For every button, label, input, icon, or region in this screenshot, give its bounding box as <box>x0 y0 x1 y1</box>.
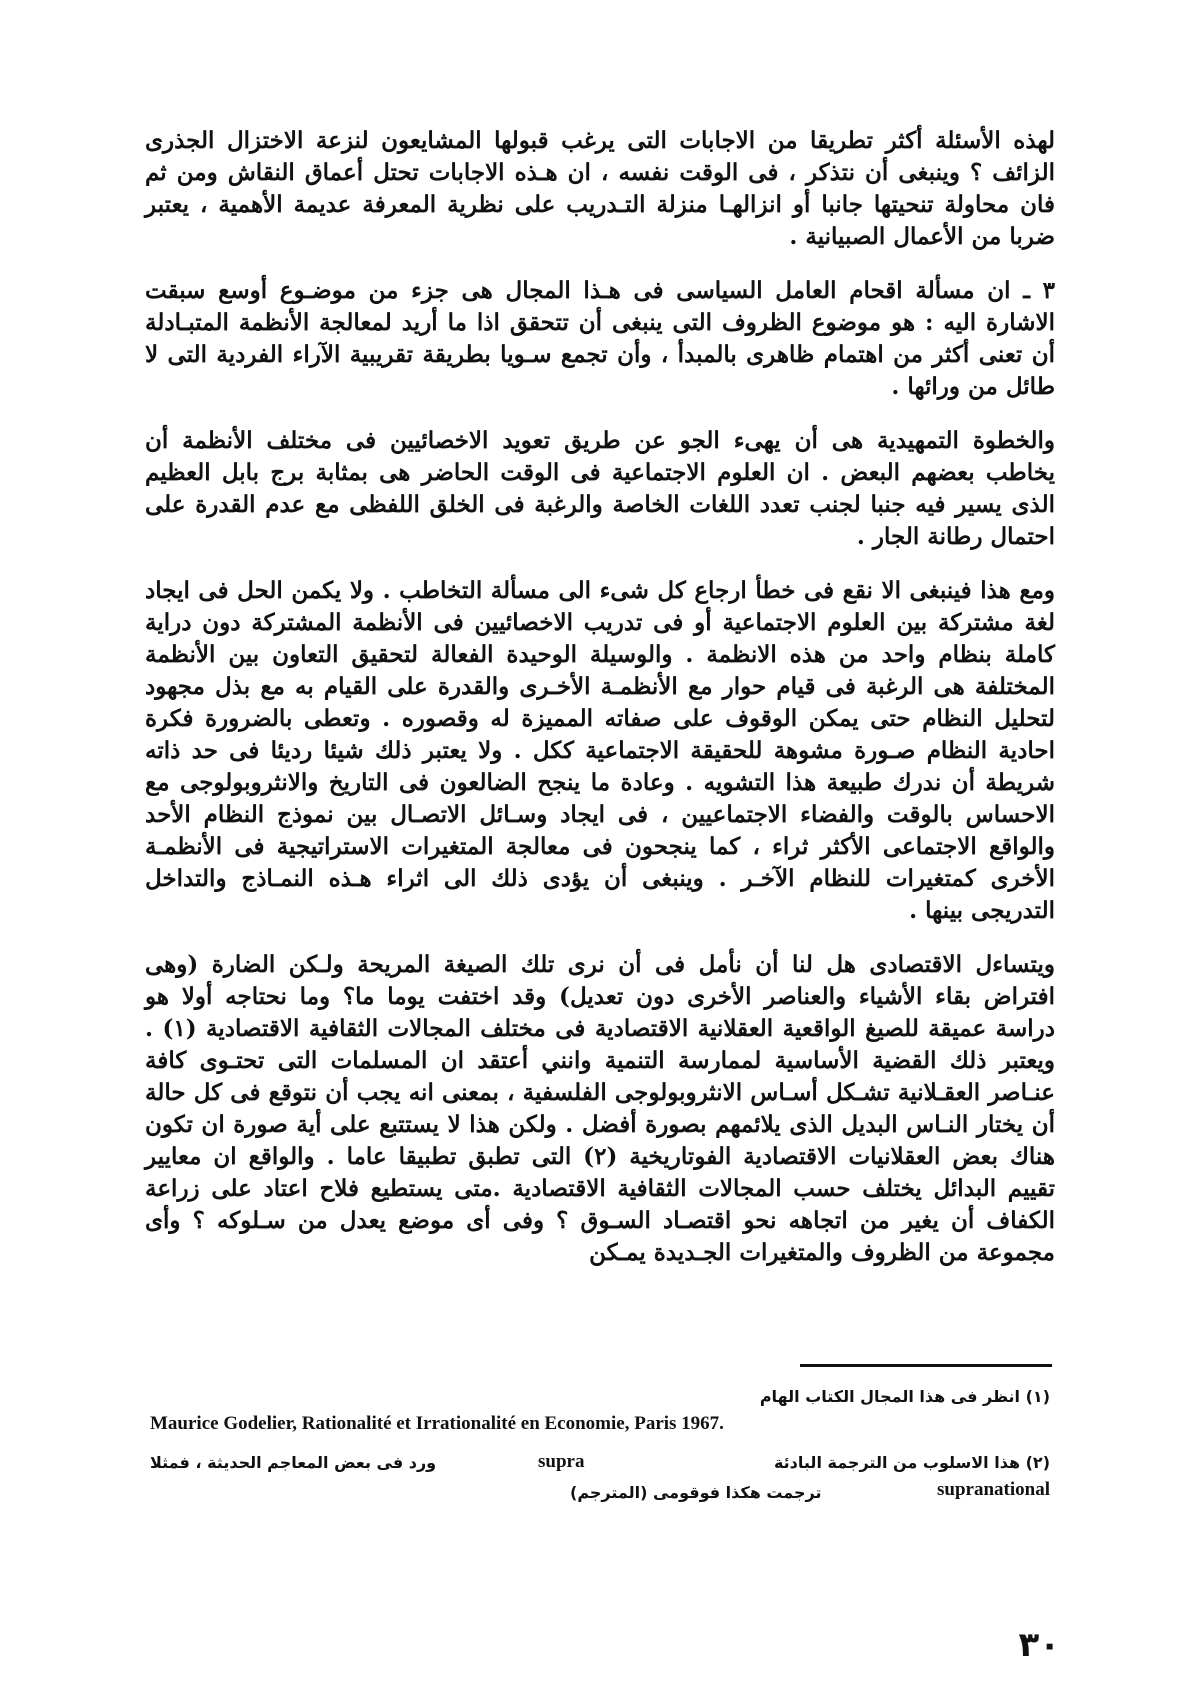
footnote-1-latin: Maurice Godelier, Rationalité et Irrationalité en Economie, Paris 1967. <box>150 1413 724 1434</box>
page-number: ٣٠ <box>1018 1625 1060 1665</box>
footnote-2-arabic-c: ترجمت هكذا فوقومى (المترجم) <box>570 1483 822 1502</box>
footnotes <box>150 1384 1050 1510</box>
paragraph-5: ويتساءل الاقتصادى هل لنا أن نأمل فى أن نرى تلك الصيغة المريحة ولـكن الضارة (وهى افتراض بقاء الأشياء والعناصر الأخرى دون تعديل) وقد اختفت يوما ما؟ وما نحتاجه أولا هو دراسة عميقة للصيغ الواقعية العقلانية الاقتصادية فى مختلف المجالات الثقافية الاقتصادية (١) . ويعتبر ذلك القضية الأساسية لممارسة التنمية وانني أعتقد ان المسلمات التى تحتـوى كافة عنـاصر العقـلانية تشـكل أسـاس الانثروبولوجى الفلسفية ، بمعنى انه يجب أن نتوقع فى كل حالة أن يختار النـاس البديل الذى يلائمهم بصورة أفضل . ولكن هذا لا يستتبع على أية صورة ان تكون هناك بعض العقلانيات الاقتصادية الفوتاريخية (٢) التى تطبق تطبيقا عاما . والواقع ان معايير تقييم البدائل يختلف حسب المجالات الثقافية الاقتصادية .متى يستطيع فلاح اعتاد على زراعة الكفاف أن يغير من اتجاهه نحو اقتصـاد السـوق ؟ وفى أى موضع يعدل من سـلوكه ؟ وأى مجموعة من الظروف والمتغيرات الجـديدة يمـكن <box>145 951 1055 1266</box>
paragraph-4: ومع هذا فينبغى الا نقع فى خطأ ارجاع كل شىء الى مسألة التخاطب . ولا يكمن الحل فى ايجاد لغة مشتركة بين العلوم الاجتماعية أو فى تدريب الاخصائيين فى الأنظمة المشتركة دون دراية كاملة بنظام واحد من هذه الانظمة . والوسيلة الوحيدة الفعالة لتحقيق التعاون بين الأنظمة المختلفة هى الرغبة فى قيام حوار مع الأنظمـة الأخـرى والقدرة على القيام به مع بذل مجهود لتحليل النظام حتى يمكن الوقوف على صفاته المميزة له وقصوره . وتعطى بالضرورة فكرة احادية النظام صـورة مشوهة للحقيقة الاجتماعية ككل . ولا يعتبر ذلك شيئا رديئا فى حد ذاته شريطة أن ندرك طبيعة هذا التشويه . وعادة ما ينجح الضالعون فى التاريخ والانثروبولوجى مع الاحساس بالوقت والفضاء الاجتماعيين ، فى ايجاد وسـائل الاتصـال بين نموذج النظام الأحد والواقع الاجتماعى الأكثر ثراء ، كما ينجحون فى معالجة المتغيرات الاستراتيجية فى الأنظمـة الأخرى كمتغيرات للنظام الآخـر . وينبغى أن يؤدى ذلك الى اثراء هـذه النمـاذج والتداخل التدريجى بينها . <box>145 577 1055 924</box>
footnote-2-arabic-b: ورد فى بعض المعاجم الحديثة ، فمثلا <box>150 1453 437 1472</box>
paragraph-3: والخطوة التمهيدية هى أن يهىء الجو عن طريق تعويد الاخصائيين فى مختلف الأنظمة أن يخاطب بعضهم البعض . ان العلوم الاجتماعية فى الوقت الحاضر هى بمثابة برج بابل العظيم الذى يسير فيه جنبا لجنب تعدد اللغات الخاصة والرغبة فى الخلق اللفظى مع عدم القدرة على احتمال رطانة الجار . <box>145 427 1055 550</box>
footnote-2-latin-a: supra <box>538 1451 585 1472</box>
footnote-2-arabic-a: (٢) هذا الاسلوب من الترجمة البادئة <box>773 1453 1050 1472</box>
footnote-divider <box>800 1364 1052 1367</box>
footnote-1-arabic: (١) انظر فى هذا المجال الكتاب الهام <box>759 1387 1050 1406</box>
paragraph-1: لهذه الأسئلة أكثر تطريقا من الاجابات التى يرغب قبولها المشايعون لنزعة الاختزال الجذرى الزائف ؟ وينبغى أن نتذكر ، فى الوقت نفسه ، ان هـذه الاجابات تحتل أعماق النقاش ومن ثم فان محاولة تنحيتها جانبا أو انزالهـا منزلة التـدريب على نظرية المعرفة عديمة الأهمية ، يعتبر ضربا من الأعمال الصبيانية . <box>145 127 1055 250</box>
paragraph-2: ٣ ـ ان مسألة اقحام العامل السياسى فى هـذا المجال هى جزء من موضـوع أوسع سبقت الاشارة اليه : هو موضوع الظروف التى ينبغى أن تتحقق اذا ما أريد لمعالجة الأنظمة المتبـادلة أن تعنى أكثر من اهتمام ظاهرى بالمبدأ ، وأن تجمع سـويا بطريقة تقريبية الآراء الفردية التى لا طائل من ورائها . <box>145 277 1055 400</box>
footnote-2-line-2 <box>150 1480 1050 1510</box>
body-text <box>145 125 1055 1291</box>
footnote-2-line-1 <box>150 1450 1050 1480</box>
footnote-2-latin-b: supranational <box>937 1479 1050 1500</box>
